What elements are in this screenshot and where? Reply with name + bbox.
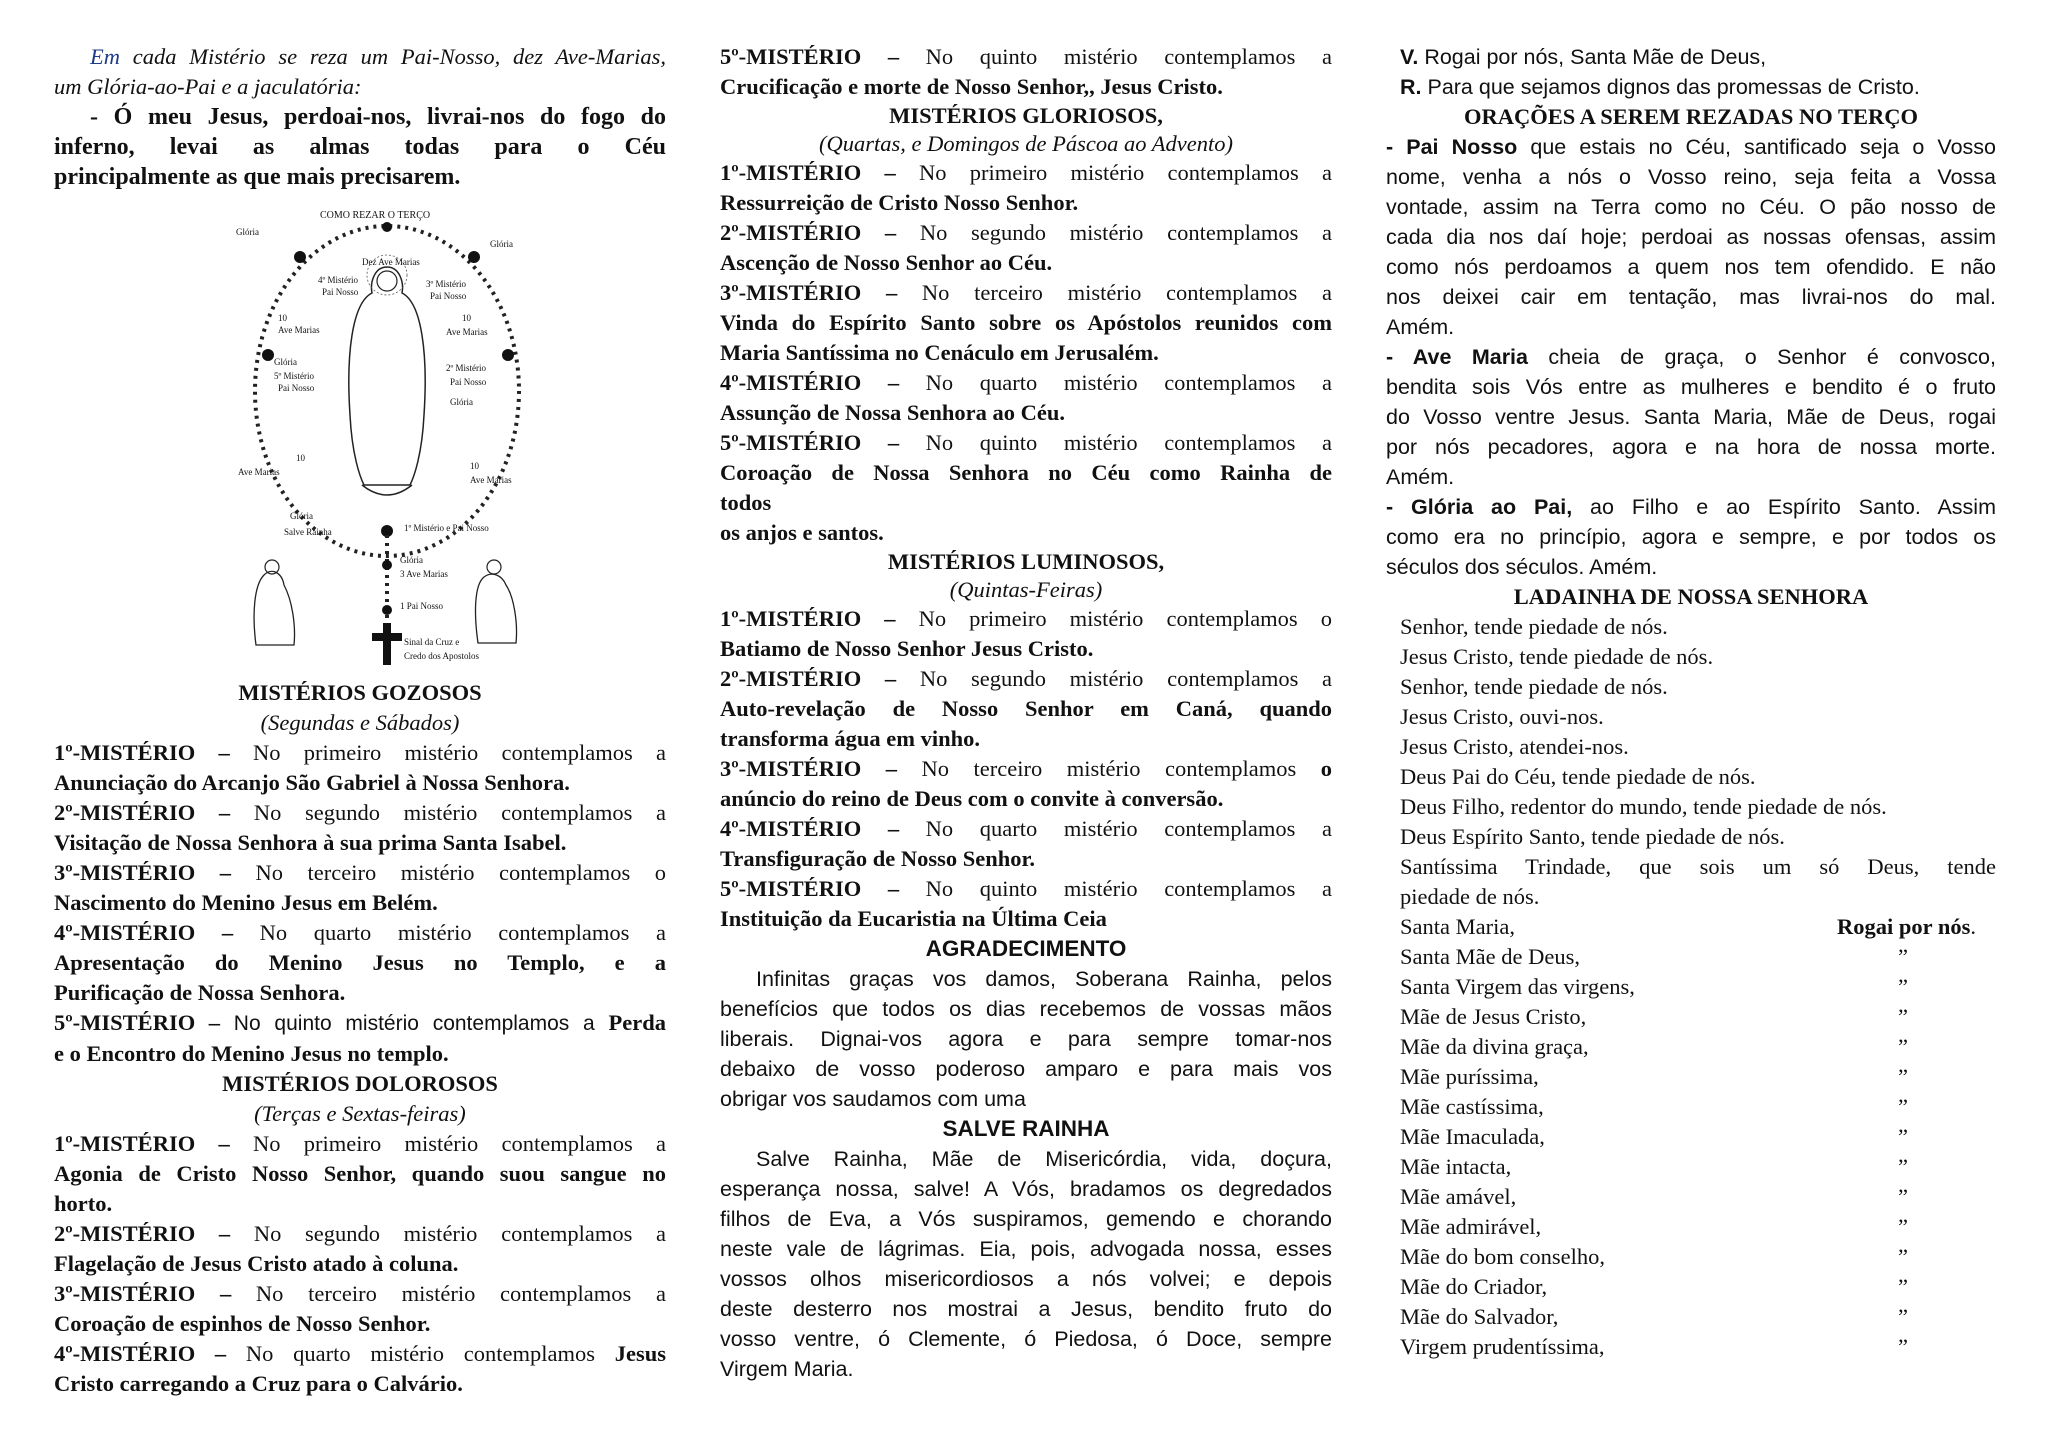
- litany-invocation: Santa Virgem das virgens,: [1400, 974, 1635, 999]
- ladainha-title: LADAINHA DE NOSSA SENHORA: [1513, 584, 1869, 609]
- misterio-g4: 4º-MISTÉRIO – No quarto mistério contemplamos a: [54, 920, 666, 945]
- luminosos-title: MISTÉRIOS LUMINOSOS,: [887, 549, 1165, 574]
- litany-row: [1400, 1182, 1996, 1212]
- litany-row: [1400, 1242, 1996, 1272]
- dolorosos-title: MISTÉRIOS DOLOROSOS: [222, 1071, 498, 1096]
- label-1-pai-nosso: 1 Pai Nosso: [400, 601, 444, 611]
- versicle-v: V. Rogai por nós, Santa Mãe de Deus,: [1400, 45, 1767, 69]
- litany-response: Rogai por nós.: [1837, 914, 1976, 939]
- bead: [262, 349, 274, 361]
- misterio-gl5: 5º-MISTÉRIO – No quinto mistério contemplamos a: [720, 430, 1333, 455]
- misterio-d1: 1º-MISTÉRIO – No primeiro mistério contemplamos a: [54, 1131, 667, 1156]
- misterio-d3-text: Coroação de espinhos de Nosso Senhor.: [54, 1311, 431, 1336]
- gloriosos-title: MISTÉRIOS GLORIOSOS,: [889, 103, 1163, 128]
- litany-response: ”: [1898, 1034, 1908, 1059]
- litany-response: ”: [1898, 1214, 1908, 1239]
- misterio-d5: 5º-MISTÉRIO – No quinto mistério contemplamos a: [720, 44, 1333, 69]
- child-figure-right: [476, 574, 517, 643]
- misterio-l3: 3º-MISTÉRIO – No terceiro mistério contemplamos o: [720, 756, 1332, 781]
- bead: [294, 251, 306, 263]
- litany-row: [1400, 1332, 1996, 1362]
- label-salve-rainha: Salve Rainha: [284, 527, 332, 537]
- gloriosos-subtitle: (Quartas, e Domingos de Páscoa ao Advento): [819, 131, 1233, 156]
- litany-response: ”: [1898, 1304, 1908, 1329]
- jaculatoria-line-3: principalmente as que mais precisarem.: [54, 164, 461, 190]
- label-ave-marias: Ave Marias: [446, 327, 488, 337]
- misterio-d5-text: Crucificação e morte de Nosso Senhor,, Jesus Cristo.: [720, 74, 1223, 99]
- litany-invocation: Mãe amável,: [1400, 1184, 1517, 1209]
- bead: [468, 251, 480, 263]
- label-10: 10: [296, 453, 305, 463]
- misterio-g1: 1º-MISTÉRIO – No primeiro mistério contemplamos a: [54, 740, 667, 765]
- label-pai-nosso: Pai Nosso: [278, 383, 315, 393]
- misterio-gl3-text: Vinda do Espírito Santo sobre os Apóstolos reunidos com: [720, 310, 1332, 335]
- rosary-figure: [234, 205, 534, 670]
- bead: [382, 560, 392, 570]
- intro-line-1: Em cada Mistério se reza um Pai-Nosso, dez Ave-Marias,: [90, 44, 666, 69]
- litany-response: ”: [1898, 1064, 1908, 1089]
- litany-row: [1400, 912, 1996, 942]
- litany-row: [1400, 1152, 1996, 1182]
- agradecimento-text: Infinitas graças vos damos, Soberana Rainha, pelos benefícios que todos os dias recebemos de vossas mãos liberais. Dignai-vos agora e para sempre tomar-nos debaixo de vosso poderoso amparo e para mais vos obrigar vos saudamos com uma: [720, 967, 1332, 1111]
- misterio-d4-text: Cristo carregando a Cruz para o Calvário.: [54, 1371, 463, 1396]
- jaculatoria-line-1: - Ó meu Jesus, perdoai-nos, livrai-nos do fogo do: [90, 104, 666, 130]
- litany-response: ”: [1898, 1154, 1908, 1179]
- litany-response: ”: [1898, 1184, 1908, 1209]
- agradecimento-title: AGRADECIMENTO: [925, 936, 1127, 961]
- label-gloria: Glória: [400, 555, 423, 565]
- label-4-misterio: 4º Mistério: [318, 275, 359, 285]
- misterio-gl3-text-2: Maria Santíssima no Cenáculo em Jerusalém.: [720, 340, 1159, 365]
- our-lady-figure: [349, 267, 425, 485]
- dolorosos-subtitle: (Terças e Sextas-feiras): [254, 1101, 466, 1126]
- litany-response: ”: [1898, 1334, 1908, 1359]
- litany-response: ”: [1898, 974, 1908, 999]
- label-10: 10: [278, 313, 287, 323]
- misterio-g4-text-2: Purificação de Nossa Senhora.: [54, 980, 346, 1005]
- litany-response: ”: [1898, 1124, 1908, 1149]
- litany-response: ”: [1898, 1274, 1908, 1299]
- label-ave-marias: Ave Marias: [238, 467, 280, 477]
- misterio-l4-text: Transfiguração de Nosso Senhor.: [720, 846, 1036, 871]
- misterio-l5-text: Instituição da Eucaristia na Última Ceia: [720, 906, 1107, 931]
- label-gloria: Glória: [450, 397, 473, 407]
- litany-row: [1400, 1092, 1996, 1122]
- misterio-gl4-text: Assunção de Nossa Senhora ao Céu.: [720, 400, 1066, 425]
- label-gloria: Glória: [236, 227, 259, 237]
- label-3-ave-marias: 3 Ave Marias: [400, 569, 448, 579]
- label-ave-marias: Ave Marias: [278, 325, 320, 335]
- litany-invocation: Mãe de Jesus Cristo,: [1400, 1004, 1587, 1029]
- litany-row: [1400, 1002, 1996, 1032]
- litany-response: ”: [1898, 1004, 1908, 1029]
- label-10: 10: [462, 313, 471, 323]
- oracoes-title: ORAÇÕES A SEREM REZADAS NO TERÇO: [1463, 104, 1919, 129]
- litany-invocation: Mãe Imaculada,: [1400, 1124, 1545, 1149]
- misterio-d3: 3º-MISTÉRIO – No terceiro mistério contemplamos a: [54, 1281, 666, 1306]
- pai-nosso-prayer: - Pai Nosso que estais no Céu, santificado seja o Vosso nome, venha a nós o Vosso reino, seja feita a Vossa vontade, assim na Terra como no Céu. O pão nosso de cada dia nos daí hoje; perdoai as nossas ofensas, assim como nós perdoamos a quem nos tem ofendido. E não nos deixei cair em tentação, mas livrai-nos do mal. Amém.: [1386, 135, 1997, 339]
- misterio-gl4: 4º-MISTÉRIO – No quarto mistério contemplamos a: [720, 370, 1332, 395]
- misterio-gl1: 1º-MISTÉRIO – No primeiro mistério contemplamos a: [720, 160, 1333, 185]
- child-head-right: [487, 560, 501, 574]
- misterio-d2-text: Flagelação de Jesus Cristo atado à coluna.: [54, 1251, 459, 1276]
- misterio-l1: 1º-MISTÉRIO – No primeiro mistério contemplamos o: [720, 606, 1333, 631]
- litany-list: [1400, 912, 1996, 1362]
- label-credo: Credo dos Apostolos: [404, 651, 480, 661]
- our-lady-head: [377, 271, 397, 291]
- litany-invocation: Mãe puríssima,: [1400, 1064, 1539, 1089]
- misterio-g4-text: Apresentação do Menino Jesus no Templo, e a: [54, 950, 666, 975]
- misterio-gl3: 3º-MISTÉRIO – No terceiro mistério contemplamos a: [720, 280, 1332, 305]
- litany-row: [1400, 1302, 1996, 1332]
- rogai-por-nos: Rogai por nós: [1837, 914, 1971, 939]
- label-1-misterio: 1º Mistério e Pai Nosso: [404, 523, 489, 533]
- misterio-gl2-text: Ascenção de Nosso Senhor ao Céu.: [720, 250, 1053, 275]
- label-pai-nosso: Pai Nosso: [430, 291, 467, 301]
- litany-row: [1400, 972, 1996, 1002]
- cross-icon: [383, 623, 391, 665]
- gozosos-list: [54, 738, 666, 1399]
- label-gloria: Glória: [290, 511, 313, 521]
- gloria-prayer: - Glória ao Pai, ao Filho e ao Espírito Santo. Assim como era no princípio, agora e sempre, e por todos os séculos dos séculos. Amém.: [1386, 495, 1996, 579]
- misterio-gl1-text: Ressurreição de Cristo Nosso Senhor.: [720, 190, 1079, 215]
- misterio-d1-text: Agonia de Cristo Nosso Senhor, quando suou sangue no: [54, 1161, 666, 1186]
- bead: [382, 222, 392, 232]
- versicle-r: R. Para que sejamos dignos das promessas de Cristo.: [1400, 75, 1920, 99]
- label-2-misterio: 2º Mistério: [446, 363, 487, 373]
- litany-invocation: Mãe do Salvador,: [1400, 1304, 1559, 1329]
- litany-response: ”: [1898, 1094, 1908, 1119]
- salve-rainha-text: Salve Rainha, Mãe de Misericórdia, vida, doçura, esperança nossa, salve! A Vós, bradamos os degredados filhos de Eva, a Vós suspiramos, gemendo e chorando neste vale de lágrimas. Eia, pois, advogada nossa, esses vossos olhos misericordiosos a nós volvei; e depois deste desterro nos mostrai a Jesus, bendito fruto do vosso ventre, ó Clemente, ó Piedosa, ó Doce, sempre Virgem Maria.: [720, 1147, 1332, 1381]
- bead: [502, 349, 514, 361]
- cloud: [362, 485, 412, 495]
- label-10: 10: [470, 461, 479, 471]
- misterio-g1-text: Anunciação do Arcanjo São Gabriel à Nossa Senhora.: [54, 770, 570, 795]
- ave-maria-prayer: - Ave Maria cheia de graça, o Senhor é convosco, bendita sois Vós entre as mulheres e bendito é o fruto do Vosso ventre Jesus. Santa Maria, Mãe de Deus, rogai por nós pecadores, agora e na hora de nossa morte. Amém.: [1386, 345, 1996, 489]
- cross-bar: [372, 633, 402, 641]
- misterio-l2-text: Auto-revelação de Nosso Senhor em Caná, quando: [720, 696, 1332, 721]
- litany-row: [1400, 942, 1996, 972]
- misterio-d4: 4º-MISTÉRIO – No quarto mistério contemplamos Jesus: [54, 1341, 666, 1366]
- litany-invocation: Mãe da divina graça,: [1400, 1034, 1589, 1059]
- gozosos-title: MISTÉRIOS GOZOSOS: [238, 680, 482, 705]
- figure-title: COMO REZAR O TERÇO: [320, 210, 431, 221]
- misterio-l5: 5º-MISTÉRIO – No quinto mistério contemplamos a: [720, 876, 1333, 901]
- misterio-d2: 2º-MISTÉRIO – No segundo mistério contemplamos a: [54, 1221, 666, 1246]
- label-gloria: Glória: [274, 357, 297, 367]
- litany-row: [1400, 1062, 1996, 1092]
- litany-invocation: Virgem prudentíssima,: [1400, 1334, 1605, 1359]
- litany-response: ”: [1898, 944, 1908, 969]
- litany-response: ”: [1898, 1244, 1908, 1269]
- litany-invocation: Mãe do Criador,: [1400, 1274, 1548, 1299]
- litany-row: [1400, 1212, 1996, 1242]
- litany-invocation: Mãe admirável,: [1400, 1214, 1542, 1239]
- misterio-gl5-text-3: os anjos e santos.: [720, 520, 884, 545]
- misterio-gl5-text-2: todos: [720, 490, 772, 515]
- litany-row: [1400, 1032, 1996, 1062]
- misterio-l4: 4º-MISTÉRIO – No quarto mistério contemplamos a: [720, 816, 1332, 841]
- column-2: [720, 42, 1332, 1384]
- gozosos-subtitle: (Segundas e Sábados): [260, 710, 460, 735]
- child-figure-left: [254, 571, 294, 645]
- misterio-g2: 2º-MISTÉRIO – No segundo mistério contemplamos a: [54, 800, 666, 825]
- litany-row: [1400, 1122, 1996, 1152]
- litany-invocation: Mãe do bom conselho,: [1400, 1244, 1605, 1269]
- misterio-g2-text: Visitação de Nossa Senhora à sua prima Santa Isabel.: [54, 830, 567, 855]
- misterio-g3: 3º-MISTÉRIO – No terceiro mistério contemplamos o: [54, 860, 666, 885]
- litany-invocation: Mãe castíssima,: [1400, 1094, 1544, 1119]
- misterio-g5: 5º-MISTÉRIO – No quinto mistério contemplamos a Perda: [54, 1010, 666, 1035]
- misterio-l3-text: anúncio do reino de Deus com o convite à conversão.: [720, 786, 1224, 811]
- intro-line-2: um Glória-ao-Pai e a jaculatória:: [54, 74, 362, 99]
- litany-row: [1400, 1272, 1996, 1302]
- label-5-misterio: 5º Mistério: [274, 371, 315, 381]
- ladainha-text: Senhor, tende piedade de nós. Jesus Cristo, tende piedade de nós. Senhor, tende piedade de nós. Jesus Cristo, ouvi-nos. Jesus Cristo, atendei-nos. Deus Pai do Céu, tende piedade de nós. Deus Filho, redentor do mundo, tende piedade de nós. Deus Espírito Santo, tende piedade de nós. Santíssima Trindade, que sois um só Deus, tende piedade de nós. Santa Maria, Rogai por nós. Santa Mãe de Deus, ” Santa Virgem das virgens, ” Mãe de Jesus Cristo, ” Mãe da divina graça, ” Mãe puríssima, ” Mãe castíssima, ” Mãe Imaculada, ” Mãe intacta, ” Mãe amável, ” Mãe admirável, ” Mãe do bom conselho, ” Mãe do Criador, ” Mãe do Salvador, ” Virgem prudentíssima, ”: [1386, 612, 1996, 1362]
- label-3-misterio: 3º Mistério: [426, 279, 467, 289]
- misterio-l2-text-2: transforma água em vinho.: [720, 726, 980, 751]
- misterio-l1-text: Batiamo de Nosso Senhor Jesus Cristo.: [720, 636, 1094, 661]
- misterio-g5-text: e o Encontro do Menino Jesus no templo.: [54, 1041, 449, 1066]
- label-pai-nosso: Pai Nosso: [450, 377, 487, 387]
- label-pai-nosso: Pai Nosso: [322, 287, 359, 297]
- bead: [382, 605, 392, 615]
- misterio-l2: 2º-MISTÉRIO – No segundo mistério contemplamos a: [720, 666, 1332, 691]
- misterio-gl5-text: Coroação de Nossa Senhora no Céu como Rainha de: [720, 460, 1332, 485]
- misterio-g3-text: Nascimento do Menino Jesus em Belém.: [54, 890, 438, 915]
- label-ave-marias: Ave Marias: [470, 475, 512, 485]
- jaculatoria-line-2: inferno, levai as almas todas para o Céu: [54, 134, 666, 160]
- label-sinal-da-cruz: Sinal da Cruz e: [404, 637, 460, 647]
- misterio-gl2: 2º-MISTÉRIO – No segundo mistério contemplamos a: [720, 220, 1332, 245]
- label-dez-ave-marias: Dez Ave Marias: [362, 257, 420, 267]
- litany-invocation: Santa Mãe de Deus,: [1400, 944, 1580, 969]
- litany-invocation: Santa Maria,: [1400, 914, 1515, 939]
- column-3: [1386, 42, 1996, 1362]
- litany-invocation: Mãe intacta,: [1400, 1154, 1512, 1179]
- salve-rainha-title: SALVE RAINHA: [942, 1116, 1110, 1141]
- luminosos-subtitle: (Quintas-Feiras): [949, 577, 1103, 602]
- misterio-d1-text-2: horto.: [54, 1191, 113, 1216]
- label-gloria: Glória: [490, 239, 513, 249]
